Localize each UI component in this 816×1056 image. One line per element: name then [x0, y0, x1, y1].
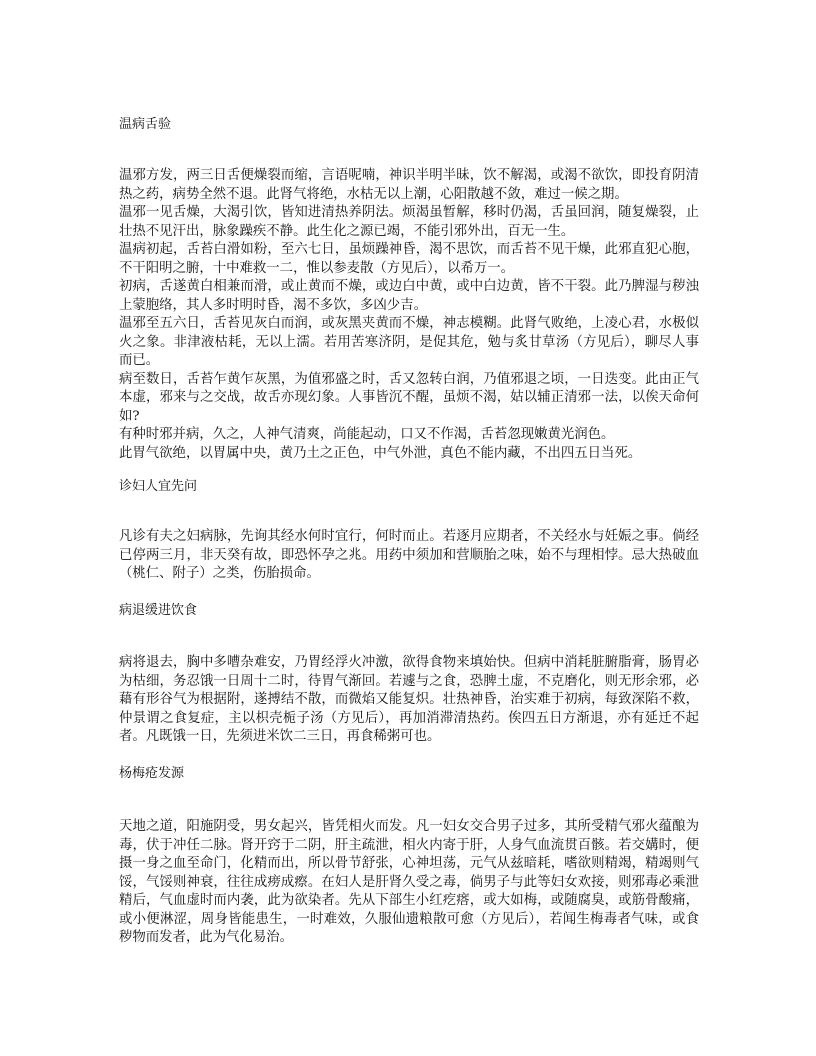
section-body-ask-women-first [119, 528, 699, 584]
section-heading-tongue-signs: 温病舌验 [119, 117, 172, 132]
section-body-syphilis-origin [119, 818, 699, 948]
paragraph: 温病初起，舌苔白滑如粉，至六七日，虽烦躁神昏，渴不思饮，而舌苔不见干燥，此邪直犯心胞，不干阳明之腑，十中难救一二，惟以参麦散（方见后），以希万一。 [119, 242, 699, 276]
section-body-slow-diet [119, 654, 699, 747]
paragraph: 有种时邪并病，久之，人神气清爽，尚能起动，口又不作渴，舌苔忽现嫩黄光润色。 [119, 427, 615, 442]
section-heading-ask-women-first: 诊妇人宜先问 [119, 479, 198, 494]
paragraph: 温邪一见舌燥，大渴引饮，皆知进清热养阴法。烦渴虽暂解，移时仍渴，舌虽回润，随复燥裂，止壮热不见汗出，脉象躁疾不静。此生化之源已竭，不能引邪外出，百无一生。 [119, 205, 699, 239]
paragraph: 天地之道，阳施阴受，男女起兴，皆凭相火而发。凡一妇女交合男子过多，其所受精气邪火蕴酿为毒，伏于冲任二脉。肾开窍于二阴，肝主疏泄，相火内寄于肝，人身气血流贯百骸。若交媾时，便摄一身之血至命门，化精而出，所以骨节舒张，心神坦荡，元气从兹暗耗，嗜欲则精竭，精竭则气馁，气馁则神衰，往往成痨成瘵。在妇人是肝肾久受之毒，倘男子与此等妇女欢接，则邪毒必乘泄精后，气血虚时而内袭，此为欲染者。先从下部生小红疙瘩，或大如梅，或随腐臭，或筋骨酸痛，或小便淋涩，周身皆能患生，一时难效，久服仙遗粮散可愈（方见后），若闻生梅毒者气味，或食秽物而发者，此为气化易治。 [119, 819, 699, 945]
paragraph: 温邪至五六日，舌苔见灰白而润，或灰黑夹黄而不燥，神志模糊。此肾气败绝，上凌心君，水极似火之象。非津液枯耗，无以上濡。若用苦寒济阴，是促其危，勉与炙甘草汤（方见后），聊尽人事而已。 [119, 316, 699, 368]
paragraph: 病将退去，胸中多嘈杂难安，乃胃经浮火冲激，欲得食物来填始快。但病中消耗脏腑脂膏，肠胃必为枯细，务忍饿一日周十二时，待胃气渐回。若遽与之食，恐脾土虚，不克磨化，则无形余邪，必藉有形谷气为根据附，遂搏结不散，而微焰又能复炽。壮热神昏，治实难于初病，每致深陷不救，仲景谓之食复症，主以枳壳栀子汤（方见后），再加消滞清热药。俟四五日方渐退，亦有延迁不起者。凡既饿一日，先须进米饮二三日，再食稀粥可也。 [119, 655, 699, 744]
paragraph: 温邪方发，两三日舌便燥裂而缩，言语呢喃，神识半明半昧，饮不解渴，或渴不欲饮，即投育阴清热之药，病势全然不退。此肾气将绝，水枯无以上潮，心阳散越不敛，难过一候之期。 [119, 168, 699, 202]
paragraph: 凡诊有夫之妇病脉，先询其经水何时宜行，何时而止。若逐月应期者，不关经水与妊娠之事。倘经已停两三月，非天癸有故，即恐怀孕之兆。用药中须加和营顺胎之味，始不与理相悖。忌大热破血（桃仁、附子）之类，伤胎损命。 [119, 529, 699, 581]
paragraph: 病至数日，舌苔乍黄乍灰黑，为值邪盛之时，舌又忽转白润，乃值邪退之顷，一日迭变。此由正气本虚，邪来与之交战，故舌亦现幻象。人事皆沉不醒，虽烦不渴，姑以辅正清邪一法，以俟天命何如? [119, 371, 699, 424]
section-heading-slow-diet: 病退缓进饮食 [119, 603, 198, 618]
paragraph: 此胃气欲绝，以胃属中央，黄乃土之正色，中气外泄，真色不能内藏，不出四五日当死。 [119, 445, 642, 461]
section-body-tongue-signs [119, 167, 699, 463]
section-heading-syphilis-origin: 杨梅疮发源 [119, 766, 185, 781]
paragraph: 初病，舌遂黄白相兼而滑，或止黄而不燥，或边白中黄，或中白边黄，皆不干裂。此乃脾湿与秽浊上蒙胞络，其人多时明时昏，渴不多饮，多凶少吉。 [119, 279, 699, 313]
